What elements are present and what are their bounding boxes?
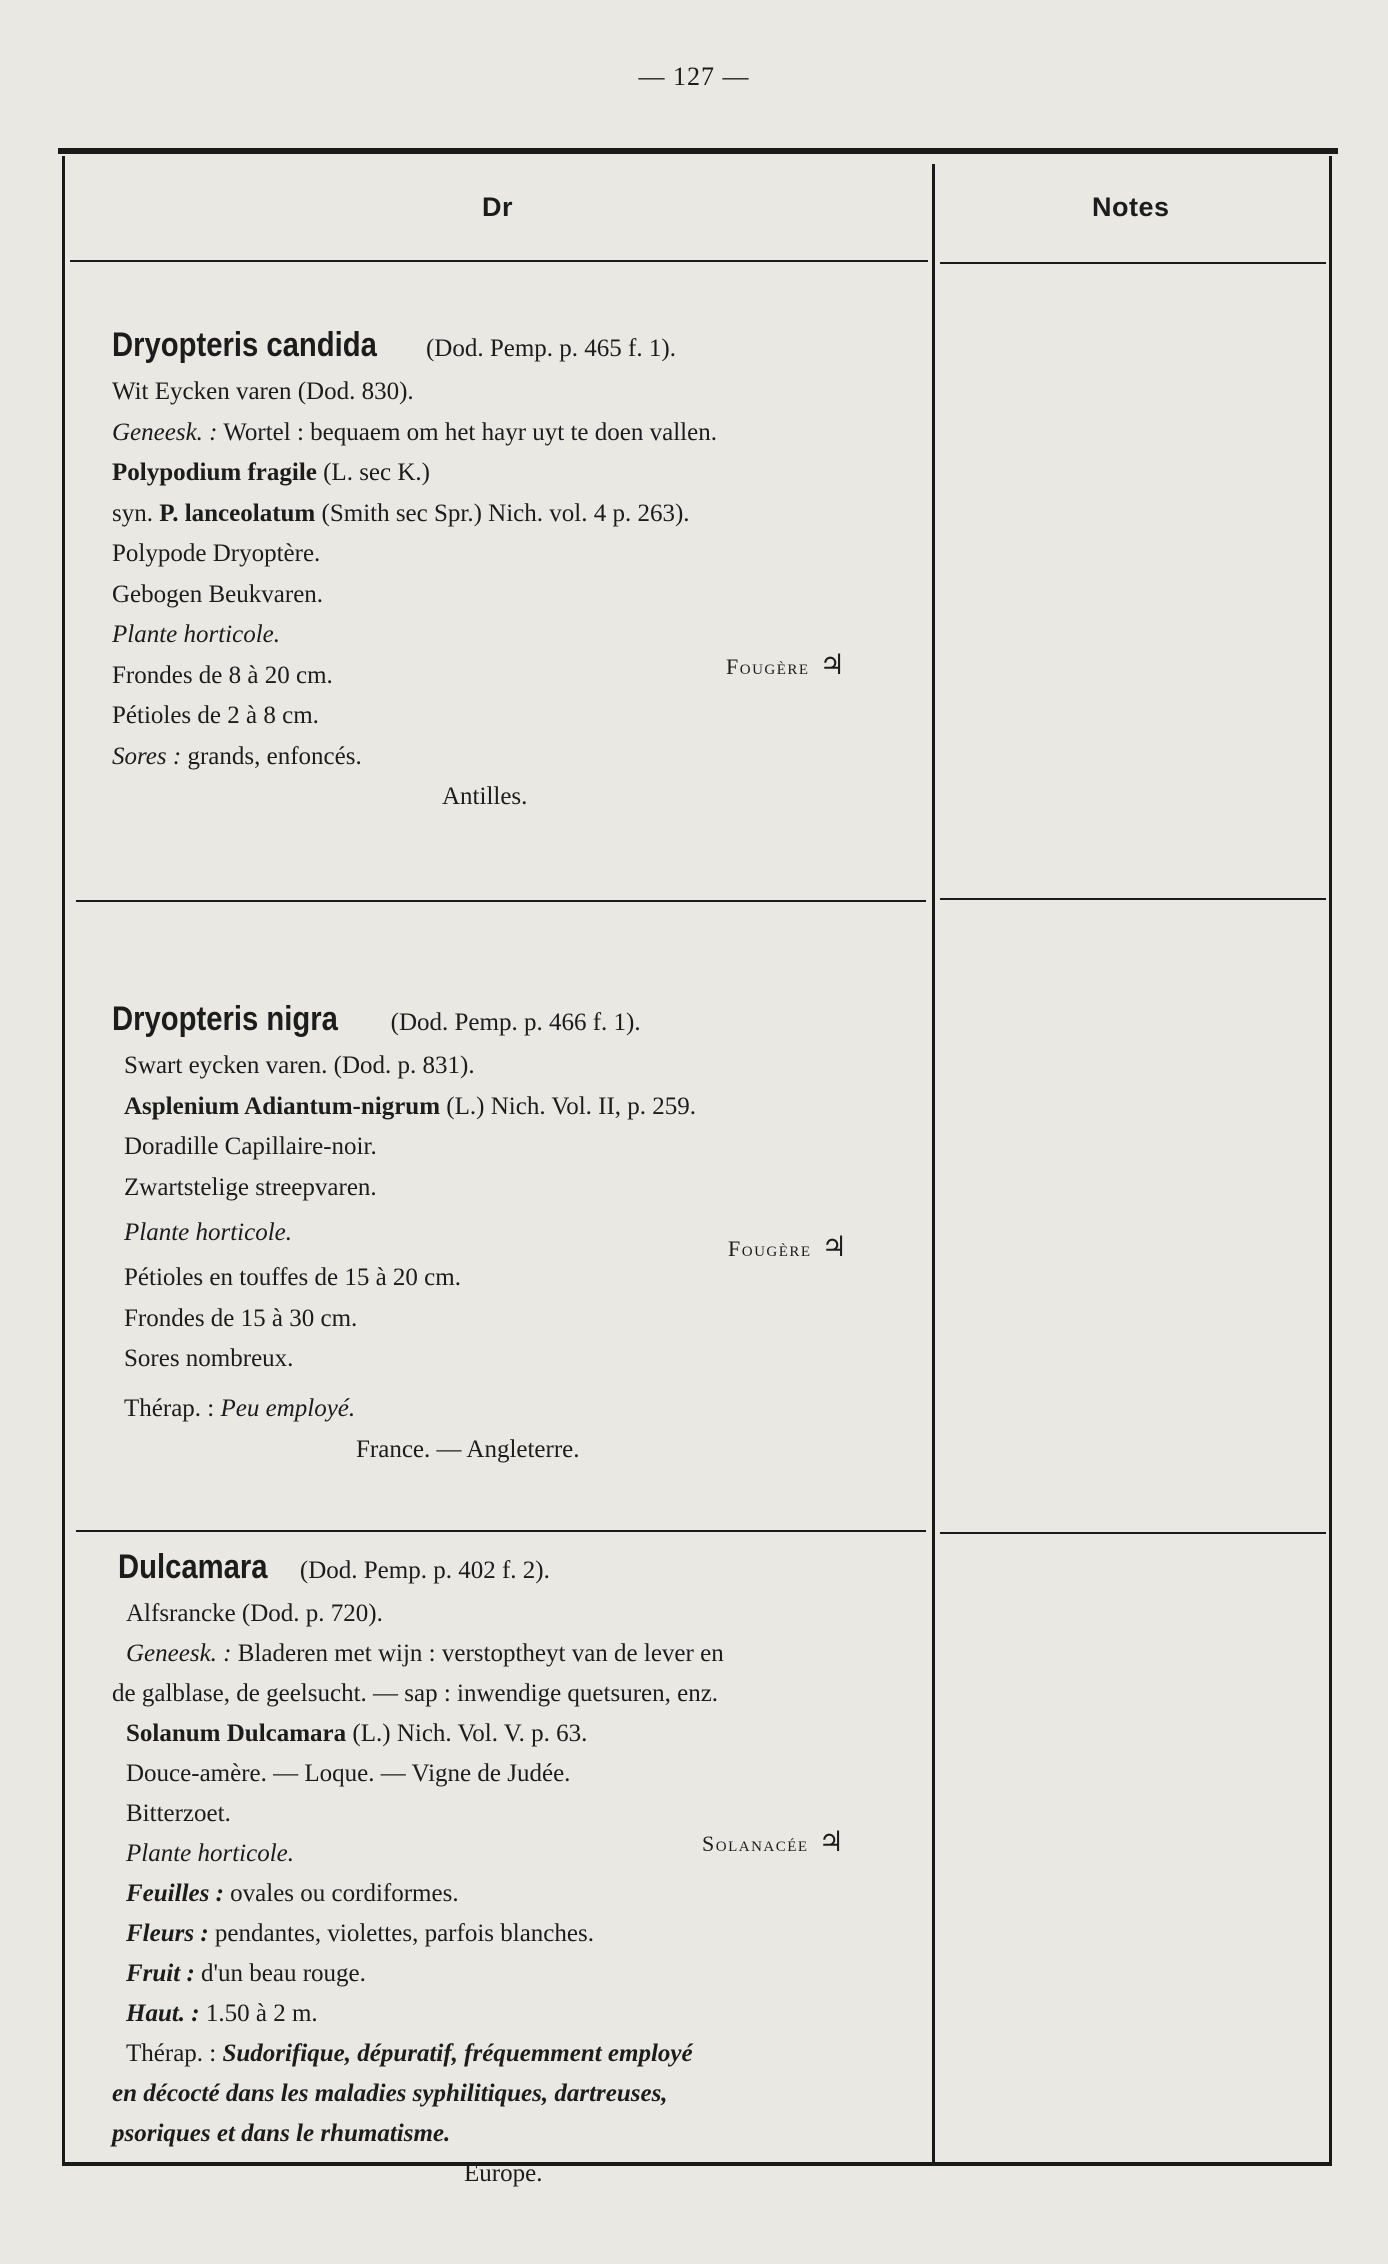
- entry-line: Plante horticole.: [124, 1219, 293, 1246]
- entry-line: Frondes de 8 à 20 cm.: [112, 661, 333, 689]
- column-divider: [932, 164, 935, 2166]
- entry-rule: [76, 900, 926, 902]
- therap-line: Thérap. : Sudorifique, dépuratif, fréquemment employé: [126, 2040, 693, 2067]
- entry-line: Alfsrancke (Dod. p. 720).: [126, 1600, 383, 1627]
- entry-line: de galblase, de geelsucht. — sap : inwendige quetsuren, enz.: [112, 1680, 719, 1707]
- entry-line: Asplenium Adiantum-nigrum (L.) Nich. Vol. II, p. 259.: [124, 1092, 697, 1120]
- entry-reference: (Dod. Pemp. p. 466 f. 1).: [390, 1009, 641, 1036]
- entry-line: Zwartstelige streepvaren.: [124, 1173, 377, 1201]
- column-header-notes: Notes: [1092, 192, 1170, 222]
- entry-line: Sores nombreux.: [124, 1345, 294, 1372]
- entry-line: Solanum Dulcamara (L.) Nich. Vol. V. p. 63.: [126, 1720, 588, 1747]
- entry-line: Doradille Capillaire-noir.: [124, 1133, 377, 1160]
- entry-line: Pétioles de 2 à 8 cm.: [112, 702, 319, 729]
- header-rule-notes: [940, 262, 1326, 264]
- entry-reference: (Dod. Pemp. p. 465 f. 1).: [425, 335, 676, 362]
- entry-line: syn. P. lanceolatum (Smith sec Spr.) Nich. vol. 4 p. 263).: [112, 499, 690, 527]
- perennial-symbol: ♃: [821, 1232, 847, 1263]
- entry-region: Antilles.: [442, 783, 528, 810]
- entry-region: Europe.: [464, 2160, 543, 2187]
- perennial-symbol: ♃: [818, 1827, 844, 1858]
- entry-dryopteris-candida: [112, 318, 927, 817]
- entry-line: Plante horticole.: [112, 621, 281, 648]
- entry-title: Dulcamara: [118, 1548, 268, 1586]
- entry-rule-notes: [940, 1532, 1326, 1534]
- header-rule-main: [70, 260, 928, 262]
- entry-line: Swart eycken varen. (Dod. p. 831).: [124, 1052, 475, 1079]
- entry-reference: (Dod. Pemp. p. 402 f. 2).: [299, 1557, 550, 1584]
- entry-rule: [76, 1530, 926, 1532]
- entry-line: Polypode Dryoptère.: [112, 540, 321, 567]
- entry-line: Polypodium fragile (L. sec K.): [112, 459, 431, 486]
- entry-line: Wit Eycken varen (Dod. 830).: [112, 378, 414, 405]
- top-rule: [58, 148, 1338, 154]
- entry-line: Douce-amère. — Loque. — Vigne de Judée.: [126, 1760, 571, 1787]
- entry-line: Fleurs : pendantes, violettes, parfois blanches.: [126, 1920, 594, 1947]
- entry-line: Pétioles en touffes de 15 à 20 cm.: [124, 1264, 461, 1291]
- entry-title: Dryopteris nigra: [112, 1000, 338, 1038]
- entry-family: Solanacée ♃: [702, 1827, 844, 1858]
- therap-line: psoriques et dans le rhumatisme.: [112, 2120, 451, 2147]
- entry-line: Bitterzoet.: [126, 1800, 231, 1827]
- perennial-symbol: ♃: [819, 650, 845, 681]
- entry-line: Plante horticole.: [126, 1840, 295, 1867]
- entry-rule-notes: [940, 898, 1326, 900]
- entry-line: Feuilles : ovales ou cordiformes.: [126, 1880, 459, 1907]
- entry-title: Dryopteris candida: [112, 326, 377, 364]
- entry-line: Haut. : 1.50 à 2 m.: [126, 2000, 318, 2027]
- entry-line: Geneesk. : Wortel : bequaem om het hayr uyt te doen vallen.: [112, 418, 717, 446]
- therap-line: en décocté dans les maladies syphilitiques, dartreuses,: [112, 2080, 668, 2107]
- page-number: — 127 —: [638, 62, 750, 91]
- entry-dulcamara: [112, 1540, 927, 2194]
- column-header-main: Dr: [482, 192, 514, 222]
- entry-line: Sores : grands, enfoncés.: [112, 742, 362, 770]
- entry-region: France. — Angleterre.: [356, 1435, 580, 1463]
- entry-line: Gebogen Beukvaren.: [112, 580, 324, 608]
- entry-line: Fruit : d'un beau rouge.: [126, 1960, 366, 1987]
- entry-family: Fougère ♃: [726, 650, 845, 681]
- entry-line: Thérap. : Peu employé.: [124, 1395, 356, 1422]
- entry-line: Geneesk. : Bladeren met wijn : verstoptheyt van de lever en: [126, 1640, 724, 1667]
- entry-line: Frondes de 15 à 30 cm.: [124, 1304, 358, 1332]
- entry-family: Fougère ♃: [728, 1232, 847, 1263]
